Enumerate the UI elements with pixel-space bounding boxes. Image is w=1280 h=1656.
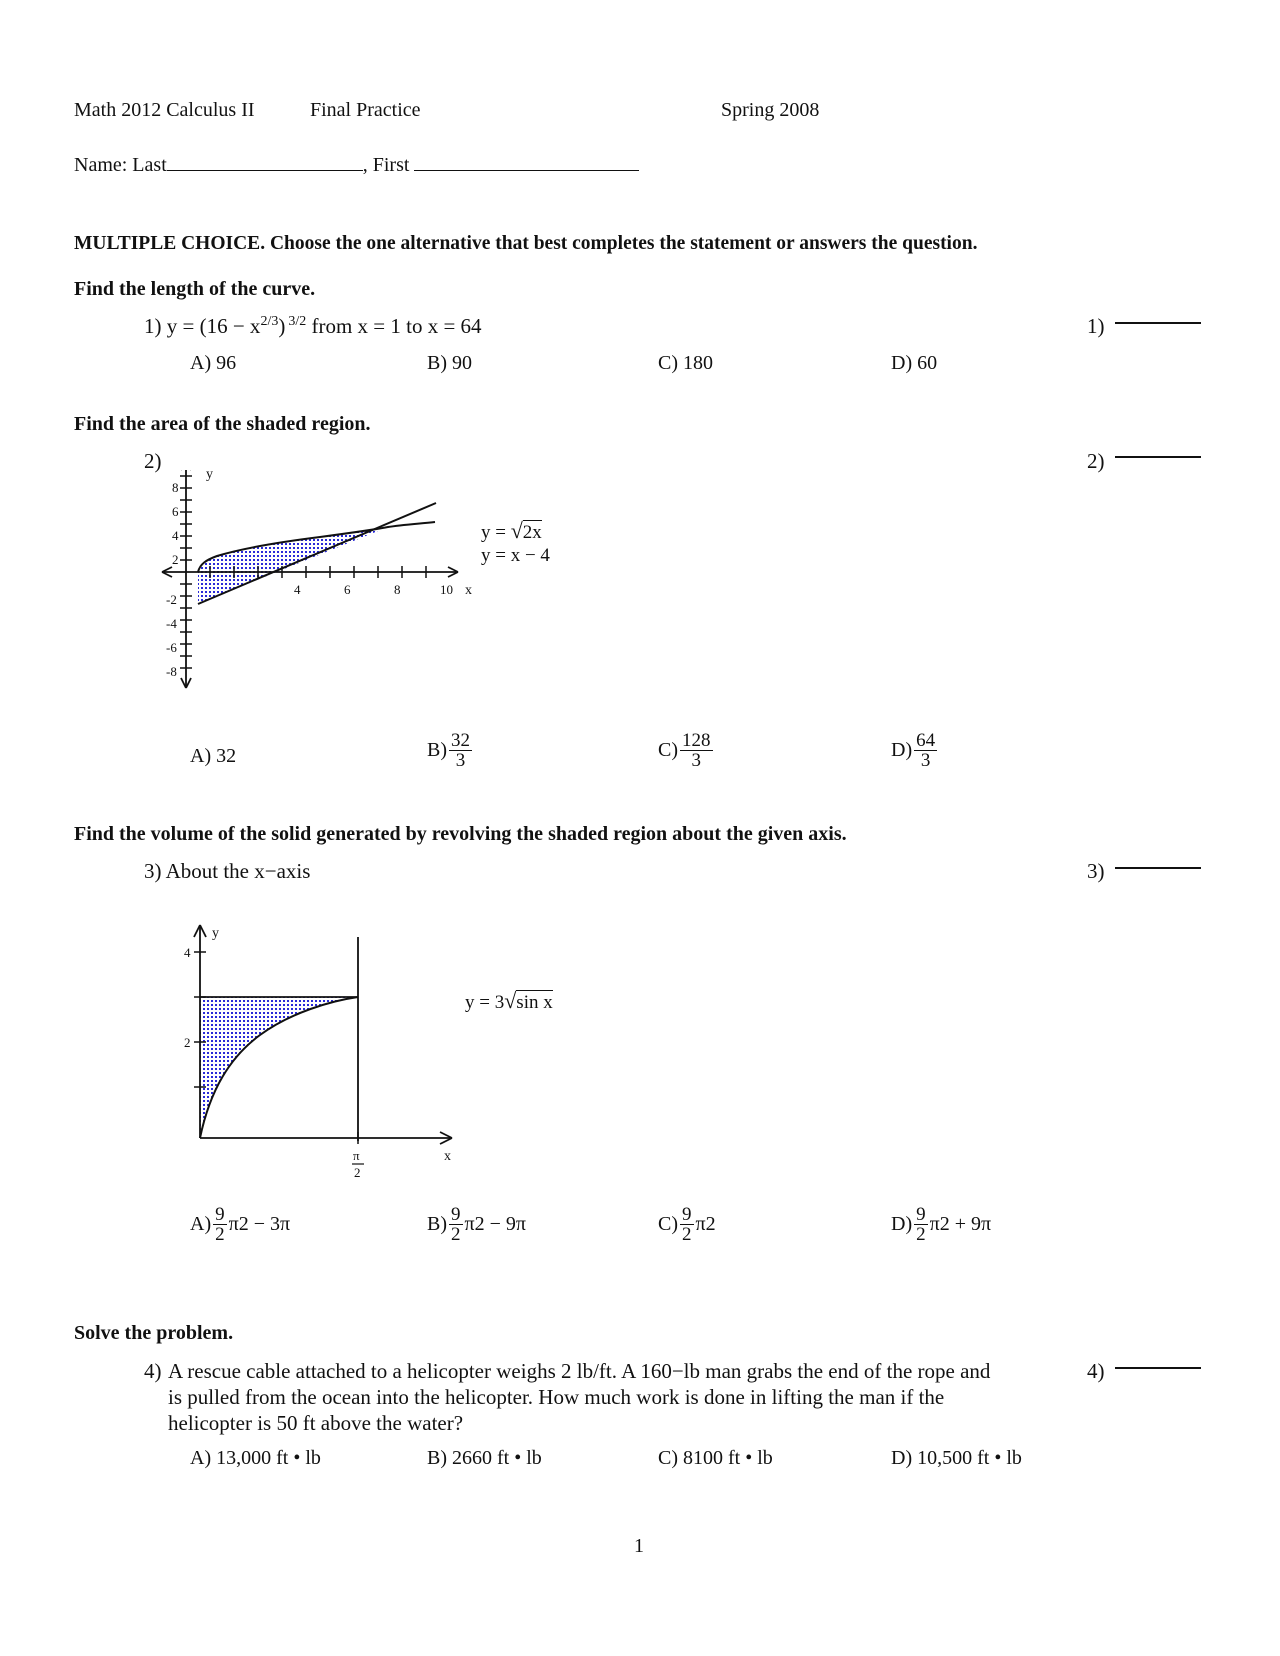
q1-option-c[interactable]: C) 180 [658,352,713,374]
q2-ytick-8: 8 [172,480,179,495]
first-name-field[interactable] [414,152,639,171]
q2-answer-blank[interactable] [1115,456,1201,458]
section-volume: Find the volume of the solid generated by revolving the shaded region about the given axis. [74,823,847,845]
first-label: , First [362,154,410,176]
section-solve: Solve the problem. [74,1322,234,1344]
q2-option-b[interactable] [427,731,474,770]
q1-text [144,314,482,339]
section-length: Find the length of the curve. [74,278,316,300]
q4-number: 4) [144,1359,162,1383]
q2-ytick-neg2: -2 [166,592,177,607]
instructions: MULTIPLE CHOICE. Choose the one alternative that best completes the statement or answers the question. [74,233,978,254]
q3-number: 3) About the x−axis [144,859,311,883]
last-name-field[interactable] [167,152,363,171]
q3-graph [170,915,470,1185]
q2-curve2-label: y = x − 4 [481,545,550,566]
course-title: Math 2012 Calculus II [74,99,255,121]
q2-ytick-neg6: -6 [166,640,177,655]
q3-option-d[interactable]: D) $\frac{9}{2}$ π2 + 9π [891,1204,992,1245]
q2-option-d-frac: $\frac{64}{3}$ [916,730,936,771]
q2-answer-label: 2) [1087,449,1105,473]
q4-option-c[interactable]: C) 8100 ft • lb [658,1447,773,1469]
q3-ytick-4: 4 [184,945,191,960]
q2-curve1-label: y = √2x [481,518,542,543]
q1-exp-inner: 2/3 [260,314,279,329]
q2-option-d-label: D) [891,739,913,761]
q3-ytick-2: 2 [184,1035,191,1050]
q2-option-c[interactable] [658,731,715,770]
q4-answer-blank[interactable] [1115,1367,1201,1369]
name-line [74,152,639,177]
q3-option-a[interactable]: A) $\frac{9}{2}$ π2 − 3π [190,1204,291,1245]
q2-ytick-4: 4 [172,528,179,543]
q4-option-d[interactable]: D) 10,500 ft • lb [891,1447,1022,1469]
q4-answer-label: 4) [1087,1359,1105,1383]
q2-xtick-10: 10 [440,582,453,597]
q2-option-d[interactable] [891,731,939,770]
q3-axis-x-label: x [444,1149,451,1164]
q2-graph [160,470,580,730]
q2-axis-y-label: y [206,470,213,482]
q2-option-a[interactable]: A) 32 [190,745,237,767]
q2-ytick-neg8: -8 [166,664,177,679]
q1-answer-label: 1) [1087,314,1105,338]
q1-exp-outer: 3/2 [288,314,307,329]
q3-option-c[interactable]: C) $\frac{9}{2}$ π2 [658,1204,716,1245]
q2-option-c-label: C) [658,739,678,761]
q2-xtick-4: 4 [294,582,301,597]
q1-option-d[interactable]: D) 60 [891,352,938,374]
q1-expr-b: ) [278,314,286,338]
q3-axis-y-label: y [212,926,219,941]
page-number: 1 [634,1535,644,1557]
term: Spring 2008 [721,99,820,121]
q1-expr-c: from x = 1 to x = 64 [306,314,482,338]
exam-title: Final Practice [310,99,421,121]
q3-curve-label: y = 3√sin x [465,988,553,1013]
q2-option-b-frac: $\frac{32}{3}$ [451,730,470,771]
q2-xtick-8: 8 [394,582,401,597]
q3-answer-blank[interactable] [1115,867,1201,869]
q4-option-b[interactable]: B) 2660 ft • lb [427,1447,542,1469]
q2-option-b-label: B) [427,739,447,761]
q1-expr-a: y = (16 − x [166,314,261,338]
q2-ytick-2: 2 [172,552,179,567]
section-area: Find the area of the shaded region. [74,413,371,435]
q4-line1: A rescue cable attached to a helicopter weighs 2 lb/ft. A 160−lb man grabs the end of the rope and [168,1359,991,1383]
q1-number: 1) [144,314,162,338]
q4-line2: is pulled from the ocean into the helicopter. How much work is done in lifting the man if the [168,1385,945,1409]
q2-option-c-frac: $\frac{128}{3}$ [682,730,711,771]
q3-answer-label: 3) [1087,859,1105,883]
q3-xtick-2: 2 [354,1165,361,1180]
name-label: Name: Last [74,154,167,176]
q3-option-b[interactable]: B) $\frac{9}{2}$ π2 − 9π [427,1204,526,1245]
q4-line3: helicopter is 50 ft above the water? [168,1411,464,1435]
q3-shaded-region [200,997,358,1138]
q2-number: 2) [144,449,162,473]
q2-axis-x-label: x [465,583,472,598]
q2-ytick-6: 6 [172,504,179,519]
q1-option-a[interactable]: A) 96 [190,352,237,374]
q1-answer-blank[interactable] [1115,322,1201,324]
q2-xtick-6: 6 [344,582,351,597]
q3-xtick-pi: π [353,1148,360,1163]
q4-option-a[interactable]: A) 13,000 ft • lb [190,1447,321,1469]
q2-ytick-neg4: -4 [166,616,177,631]
q1-option-b[interactable]: B) 90 [427,352,472,374]
